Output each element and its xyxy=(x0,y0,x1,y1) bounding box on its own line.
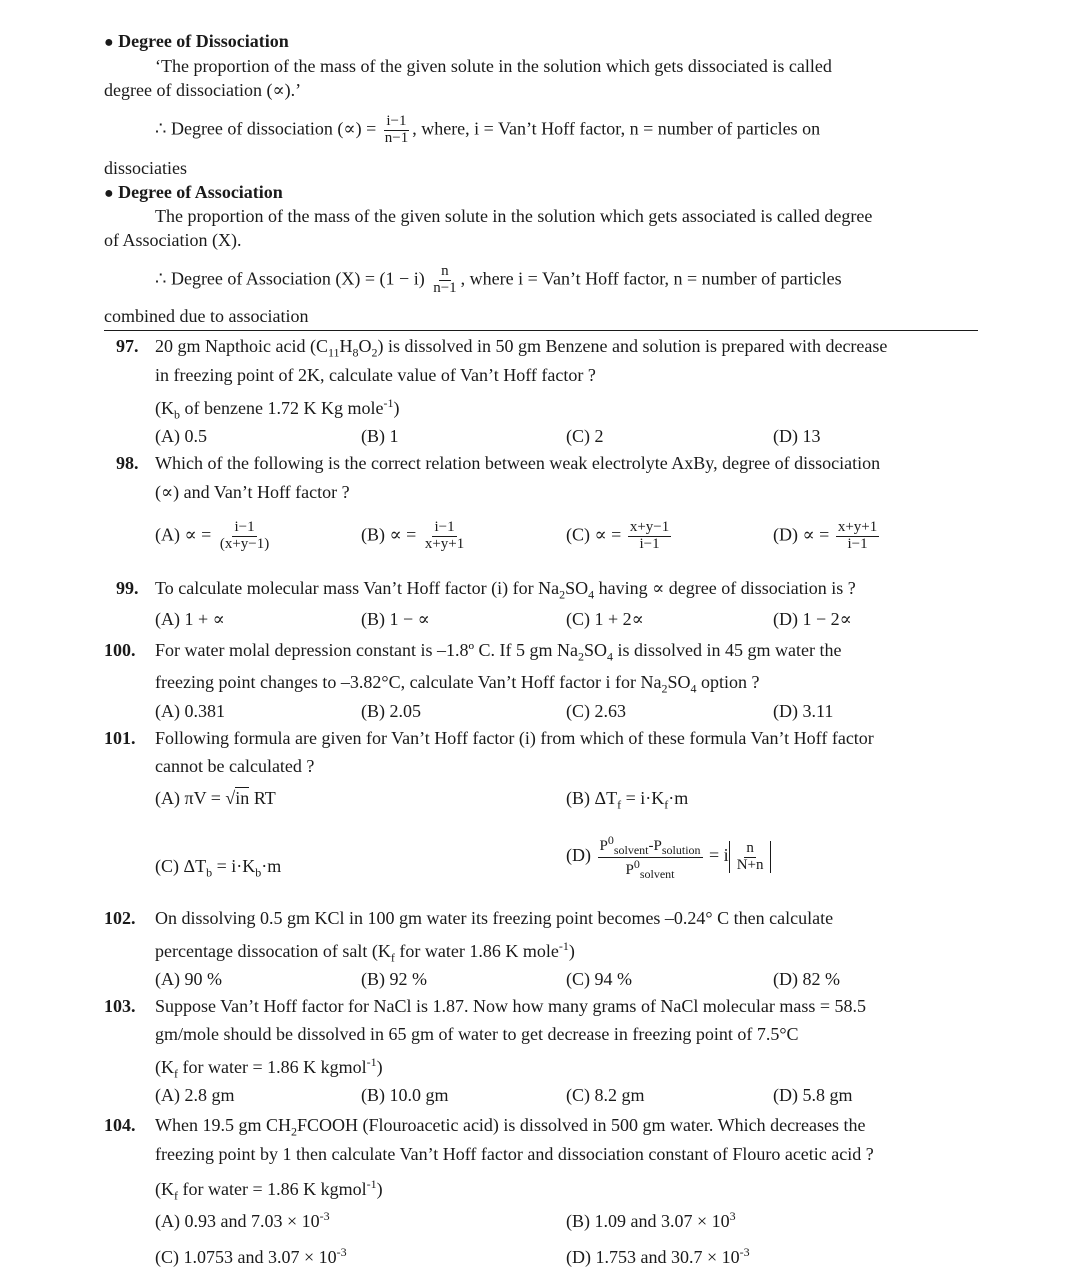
q101-option-c: (C) $\Delta T_b = i\cdot K_b\cdot m$ xyxy=(155,856,282,880)
dissociation-def-line1: ‘The proportion of the mass of the given solute in the solution which gets dissociated is called xyxy=(155,56,832,76)
q97-option-d: (D) 13 xyxy=(773,426,821,446)
q102-line1: On dissolving 0.5 gm KCl in 100 gm water its freezing point becomes –0.24° C then calculate xyxy=(155,908,834,928)
q103-line2: gm/mole should be dissolved in 65 gm of water to get decrease in freezing point of 7.5°C xyxy=(155,1024,799,1044)
q98-line1: Which of the following is the correct relation between weak electrolyte AxBy, degree of dissociation xyxy=(155,453,881,473)
dissociation-formula: ∴ Degree of dissociation (∝) = $\frac{i-1}{n-1}$ , where, i = Van’t Hoff factor, n = number of particles on xyxy=(155,113,821,146)
q100-option-b: (B) 2.05 xyxy=(361,701,421,721)
q103-line3: ($K_f$ for water = 1.86 K kgmol$^{-1}$) xyxy=(155,1055,383,1081)
association-def-line1: The proportion of the mass of the given solute in the solution which gets associated is called degree xyxy=(155,206,873,226)
q101-option-d: (D) $\frac{P^0_{solvent}-P_{solution}}{P^0_{solvent}}$ = i $\frac{n}{N+n}$ xyxy=(566,834,771,880)
q103-option-a: (A) 2.8 gm xyxy=(155,1085,235,1105)
question-number: 97. xyxy=(116,336,139,356)
question-number: 102. xyxy=(104,908,136,928)
q100-line2: freezing point changes to –3.82°C, calculate Van’t Hoff factor i for $Na_2SO_4$ option ? xyxy=(155,672,760,696)
question-number: 99. xyxy=(116,578,139,598)
section-divider xyxy=(104,330,978,331)
q98-option-c: (C) ∝ = $\frac{x+y-1}{i-1}$ xyxy=(566,519,670,552)
q100-option-c: (C) 2.63 xyxy=(566,701,626,721)
q98-option-b: (B) ∝ = $\frac{i-1}{x+y+1}$ xyxy=(361,519,465,552)
association-formula: ∴ Degree of Association (X) = (1 − i) $\frac{n}{n-1}$ , where i = Van’t Hoff factor, n = number of particles xyxy=(155,263,842,296)
association-tail: combined due to association xyxy=(104,306,309,326)
q102-option-d: (D) 82 % xyxy=(773,969,840,989)
association-def-line2: of Association (X). xyxy=(104,230,242,250)
q102-option-b: (B) 92 % xyxy=(361,969,427,989)
q101-line1: Following formula are given for Van’t Hoff factor (i) from which of these formula Van’t Hoff factor xyxy=(155,728,874,748)
q97-line2: in freezing point of 2K, calculate value of Van’t Hoff factor ? xyxy=(155,365,596,385)
q103-option-d: (D) 5.8 gm xyxy=(773,1085,853,1105)
q104-option-b: (B) 1.09 and $3.07 \times 10^3$ xyxy=(566,1209,736,1231)
q101-option-b: (B) $\Delta T_f = i\cdot K_f\cdot m$ xyxy=(566,788,689,812)
q97-option-a: (A) 0.5 xyxy=(155,426,207,446)
q102-option-a: (A) 90 % xyxy=(155,969,222,989)
q102-line2: percentage dissocation of salt ($K_f$ for water 1.86 K mole$^{-1}$) xyxy=(155,939,575,965)
q101-line2: cannot be calculated ? xyxy=(155,756,315,776)
q103-line1: Suppose Van’t Hoff factor for NaCl is 1.87. Now how many grams of NaCl molecular mass = 58.5 xyxy=(155,996,867,1016)
q104-option-a: (A) 0.93 and $7.03 \times 10^{-3}$ xyxy=(155,1209,330,1231)
q100-option-a: (A) 0.381 xyxy=(155,701,225,721)
question-number: 104. xyxy=(104,1115,136,1135)
q99-option-c: (C) 1 + 2∝ xyxy=(566,609,644,629)
q104-option-d: (D) 1.753 and $30.7 \times 10^{-3}$ xyxy=(566,1245,750,1267)
dissociation-heading: ● Degree of Dissociation xyxy=(104,31,289,51)
q99-option-a: (A) 1 + ∝ xyxy=(155,609,225,629)
q101-option-a: (A) πV = √in RT xyxy=(155,788,276,808)
q98-line2: (∝) and Van’t Hoff factor ? xyxy=(155,482,350,502)
association-heading: ● Degree of Association xyxy=(104,182,283,202)
q97-option-b: (B) 1 xyxy=(361,426,399,446)
question-number: 103. xyxy=(104,996,136,1016)
q100-option-d: (D) 3.11 xyxy=(773,701,834,721)
q99-option-b: (B) 1 − ∝ xyxy=(361,609,430,629)
q97-option-c: (C) 2 xyxy=(566,426,604,446)
q103-option-b: (B) 10.0 gm xyxy=(361,1085,449,1105)
q102-option-c: (C) 94 % xyxy=(566,969,632,989)
dissociation-tail: dissociaties xyxy=(104,158,187,178)
q104-option-c: (C) 1.0753 and $3.07 \times 10^{-3}$ xyxy=(155,1245,347,1267)
q104-line3: ($K_f$ for water = 1.86 K kgmol$^{-1}$) xyxy=(155,1177,383,1203)
q97-line3: ($K_b$ of benzene 1.72 K Kg mole$^{-1}$) xyxy=(155,396,400,422)
q104-line2: freezing point by 1 then calculate Van’t Hoff factor and dissociation constant of Flouro acetic acid ? xyxy=(155,1144,874,1164)
dissociation-def-line2: degree of dissociation (∝).’ xyxy=(104,80,302,100)
q97-line1: 20 gm Napthoic acid $(C_{11}H_8O_2)$ is dissolved in 50 gm Benzene and solution is prepared with decrease xyxy=(155,336,888,360)
question-number: 100. xyxy=(104,640,136,660)
question-number: 101. xyxy=(104,728,136,748)
q98-option-a: (A) ∝ = $\frac{i-1}{(x+y-1)}$ xyxy=(155,519,270,552)
q103-option-c: (C) 8.2 gm xyxy=(566,1085,645,1105)
sqrt-symbol: √ xyxy=(225,788,236,808)
q100-line1: For water molal depression constant is –1.8º C. If 5 gm $Na_2SO_4$ is dissolved in 45 gm water the xyxy=(155,640,842,664)
q98-option-d: (D) ∝ = $\frac{x+y+1}{i-1}$ xyxy=(773,519,878,552)
q104-line1: When 19.5 gm $CH_2FCOOH$ (Flouroacetic acid) is dissolved in 500 gm water. Which decreases the xyxy=(155,1115,866,1139)
q99-option-d: (D) 1 − 2∝ xyxy=(773,609,852,629)
q99-line1: To calculate molecular mass Van’t Hoff factor (i) for $Na_2SO_4$ having ∝ degree of dissociation is ? xyxy=(155,578,856,602)
question-number: 98. xyxy=(116,453,139,473)
